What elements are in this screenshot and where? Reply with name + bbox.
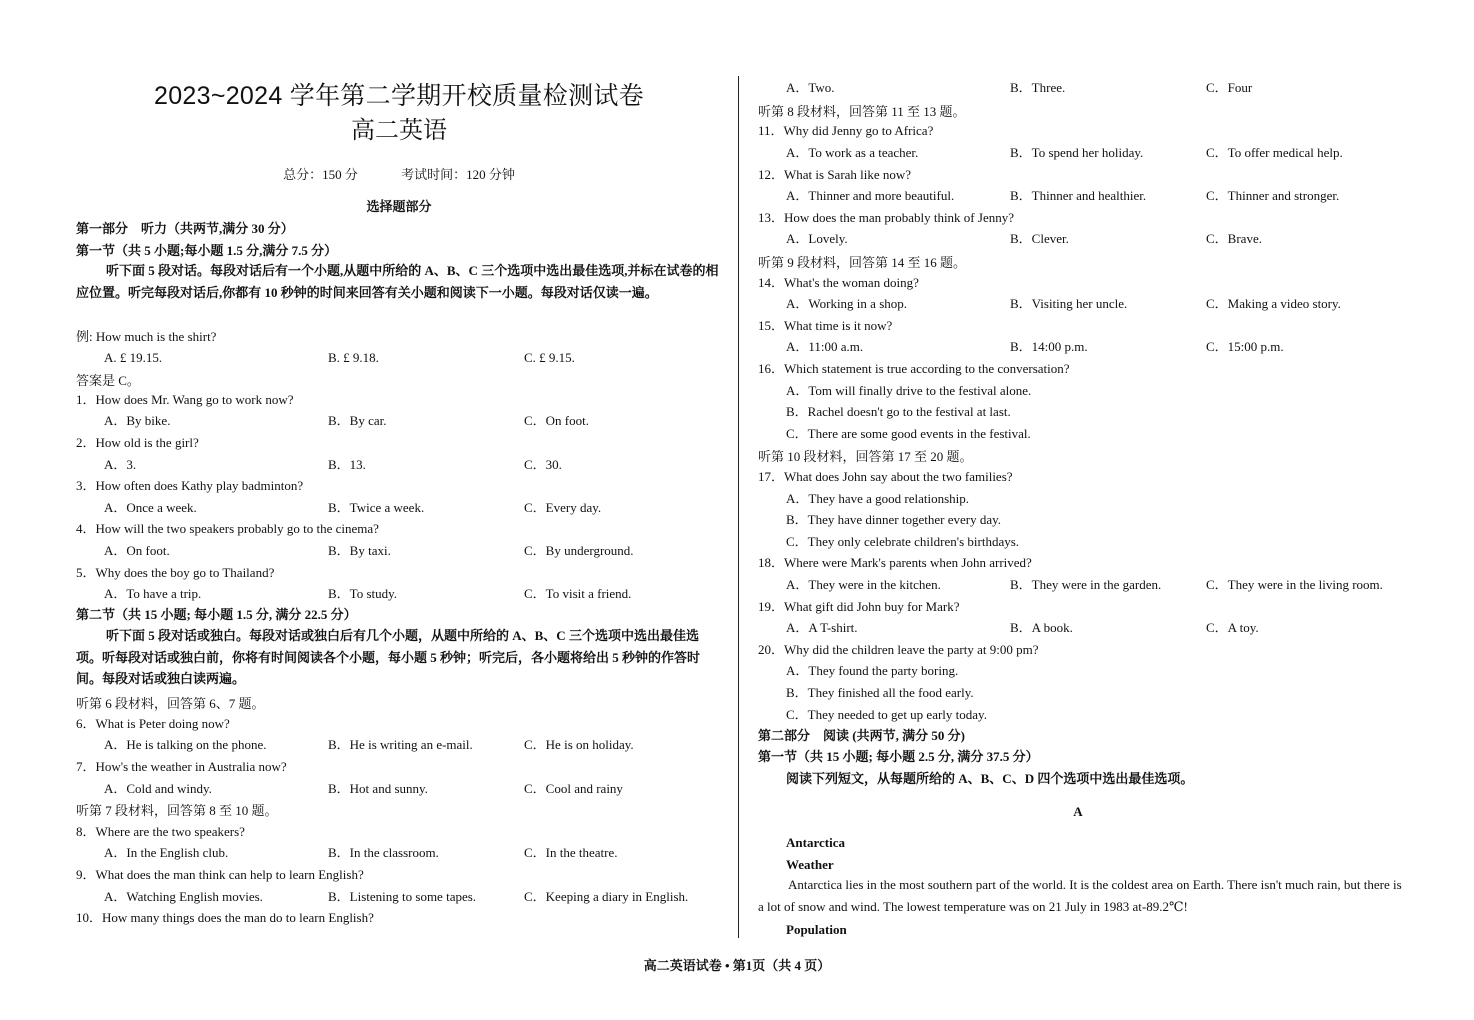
q5-option-a: A．To have a trip. [104,586,202,601]
question-15: 15．What time is it now? [758,318,893,333]
exam-meta [76,164,722,183]
example-option-c: C. £ 9.15. [524,350,575,365]
q5-option-b: B．To study. [328,586,398,601]
q7-option-c: C．Cool and rainy [524,781,623,796]
q17-option-b: B．They have dinner together every day. [786,512,1002,527]
q2-option-b: B．13. [328,457,366,472]
q9-option-a: A．Watching English movies. [104,889,263,904]
q8-option-c: C．In the theatre. [524,845,618,860]
q11-option-c: C．To offer medical help. [1206,145,1343,160]
q10-option-c: C．Four [1206,80,1253,95]
question-2: 2．How old is the girl? [76,435,199,450]
example-option-a: A. £ 19.15. [104,350,163,365]
q18-option-c: C．They were in the living room. [1206,577,1383,592]
q13-option-b: B．Clever. [1010,231,1069,246]
q10-option-b: B．Three. [1010,80,1066,95]
q17-option-c: C．They only celebrate children's birthdays. [786,534,1020,549]
question-11: 11．Why did Jenny go to Africa? [758,123,934,138]
material-10-label: 听第 10 段材料，回答第 17 至 20 题。 [758,449,973,464]
example-answer: 答案是 C。 [76,373,140,388]
part2-instructions: 阅读下列短文，从每题所给的 A、B、C、D 四个选项中选出最佳选项。 [786,771,1194,786]
q3-option-c: C．Every day. [524,500,602,515]
part1-sec1-instructions: 听下面 5 段对话。每段对话后有一个小题,从题中所给的 A、B、C 三个选项中选出最佳选项,并标在试卷的相应位置。听完每段对话后,你都有 10 秒钟的时间来回答有关小题和阅读下一小题。每段对话仅读一遍。 [76,263,719,300]
q14-option-a: A．Working in a shop. [786,296,907,311]
exam-subtitle: 高二英语 [351,118,447,144]
q1-option-c: C．On foot. [524,413,590,428]
weather-paragraph: Antarctica lies in the most southern part of the world. It is the coldest area on Earth. There isn't much rain, but there is a lot of snow and wind. The lowest temperature was on 21 July in 1983 at-89.2℃! [758,877,1402,914]
q19-option-c: C．A toy. [1206,620,1259,635]
q7-option-b: B．Hot and sunny. [328,781,428,796]
question-9: 9．What does the man think can help to learn English? [76,867,364,882]
question-12: 12．What is Sarah like now? [758,167,912,182]
q18-option-a: A．They were in the kitchen. [786,577,941,592]
q8-option-a: A．In the English club. [104,845,229,860]
material-9-label: 听第 9 段材料，回答第 14 至 16 题。 [758,255,967,270]
question-3: 3．How often does Kathy play badminton? [76,478,304,493]
q15-option-b: B．14:00 p.m. [1010,339,1088,354]
q14-option-b: B．Visiting her uncle. [1010,296,1128,311]
q8-option-b: B．In the classroom. [328,845,439,860]
passage-title: Antarctica [786,835,845,850]
subheading-population: Population [786,922,847,937]
q19-option-b: B．A book. [1010,620,1073,635]
question-8: 8．Where are the two speakers? [76,824,245,839]
q9-option-b: B．Listening to some tapes. [328,889,477,904]
material-6-label: 听第 6 段材料，回答第 6、7 题。 [76,696,265,711]
q20-option-a: A．They found the party boring. [786,663,959,678]
q15-option-a: A．11:00 a.m. [786,339,864,354]
total-score: 总分：150 分 [283,167,358,182]
material-8-label: 听第 8 段材料，回答第 11 至 13 题。 [758,104,966,119]
q9-option-c: C．Keeping a diary in English. [524,889,689,904]
q6-option-b: B．He is writing an e-mail. [328,737,473,752]
part1-sec2-instructions: 听下面 5 段对话或独白。每段对话或独白后有几个小题，从题中所给的 A、B、C 三个选项中选出最佳选项。听每段对话或独白前，你将有时间阅读各个小题，每小题 5 秒钟；听完后，各小题将给出 5 秒钟的作答时间。每段对话或独白读两遍。 [76,628,701,686]
q1-option-a: A．By bike. [104,413,171,428]
question-16: 16．Which statement is true according to the conversation? [758,361,1070,376]
q12-option-b: B．Thinner and healthier. [1010,188,1147,203]
exam-time: 考试时间：120 分钟 [401,167,515,182]
q4-option-a: A．On foot. [104,543,170,558]
material-7-label: 听第 7 段材料，回答第 8 至 10 题。 [76,803,278,818]
q2-option-c: C．30. [524,457,562,472]
passage-label: A [1073,804,1083,819]
q4-option-b: B．By taxi. [328,543,391,558]
question-4: 4．How will the two speakers probably go to the cinema? [76,521,379,536]
q6-option-c: C．He is on holiday. [524,737,634,752]
part1-sec1-heading: 第一节（共 5 小题;每小题 1.5 分,满分 7.5 分） [76,243,338,258]
q13-option-c: C．Brave. [1206,231,1262,246]
section-label: 选择题部分 [366,199,432,214]
q12-option-c: C．Thinner and stronger. [1206,188,1340,203]
q3-option-b: B．Twice a week. [328,500,425,515]
q11-option-b: B．To spend her holiday. [1010,145,1144,160]
example-question: 例: How much is the shirt? [76,329,217,344]
question-7: 7．How's the weather in Australia now? [76,759,287,774]
q19-option-a: A．A T-shirt. [786,620,858,635]
q16-option-a: A．Tom will finally drive to the festival alone. [786,383,1032,398]
q4-option-c: C．By underground. [524,543,634,558]
column-divider [738,76,739,938]
q16-option-c: C．There are some good events in the festival. [786,426,1031,441]
q17-option-a: A．They have a good relationship. [786,491,970,506]
question-18: 18．Where were Mark's parents when John arrived? [758,555,1032,570]
q10-option-a: A．Two. [786,80,835,95]
q15-option-c: C．15:00 p.m. [1206,339,1284,354]
exam-title: 2023~2024 学年第二学期开校质量检测试卷 [154,82,644,110]
q1-option-b: B．By car. [328,413,387,428]
q12-option-a: A．Thinner and more beautiful. [786,188,955,203]
question-10: 10．How many things does the man do to learn English? [76,910,374,925]
page-footer: 高二英语试卷 • 第1页（共 4 页） [643,958,831,973]
question-19: 19．What gift did John buy for Mark? [758,599,960,614]
question-5: 5．Why does the boy go to Thailand? [76,565,275,580]
q2-option-a: A．3. [104,457,137,472]
question-20: 20．Why did the children leave the party at 9:00 pm? [758,642,1039,657]
q18-option-b: B．They were in the garden. [1010,577,1162,592]
part2-heading: 第二部分 阅读 (共两节, 满分 50 分) [758,728,965,743]
question-13: 13．How does the man probably think of Jenny? [758,210,1014,225]
q3-option-a: A．Once a week. [104,500,197,515]
q14-option-c: C．Making a video story. [1206,296,1341,311]
q20-option-c: C．They needed to get up early today. [786,707,987,722]
question-1: 1．How does Mr. Wang go to work now? [76,392,294,407]
part2-sec1-heading: 第一节（共 15 小题; 每小题 2.5 分, 满分 37.5 分） [758,749,1039,764]
q7-option-a: A．Cold and windy. [104,781,212,796]
q11-option-a: A．To work as a teacher. [786,145,919,160]
subheading-weather: Weather [786,857,834,872]
q16-option-b: B．Rachel doesn't go to the festival at last. [786,404,1011,419]
question-14: 14．What's the woman doing? [758,275,919,290]
question-6: 6．What is Peter doing now? [76,716,230,731]
question-17: 17．What does John say about the two families? [758,469,1013,484]
example-option-b: B. £ 9.18. [328,350,379,365]
q13-option-a: A．Lovely. [786,231,848,246]
q5-option-c: C．To visit a friend. [524,586,632,601]
q20-option-b: B．They finished all the food early. [786,685,974,700]
q6-option-a: A．He is talking on the phone. [104,737,267,752]
part1-sec2-heading: 第二节（共 15 小题; 每小题 1.5 分, 满分 22.5 分） [76,607,357,622]
part1-heading: 第一部分 听力（共两节,满分 30 分） [76,221,294,236]
